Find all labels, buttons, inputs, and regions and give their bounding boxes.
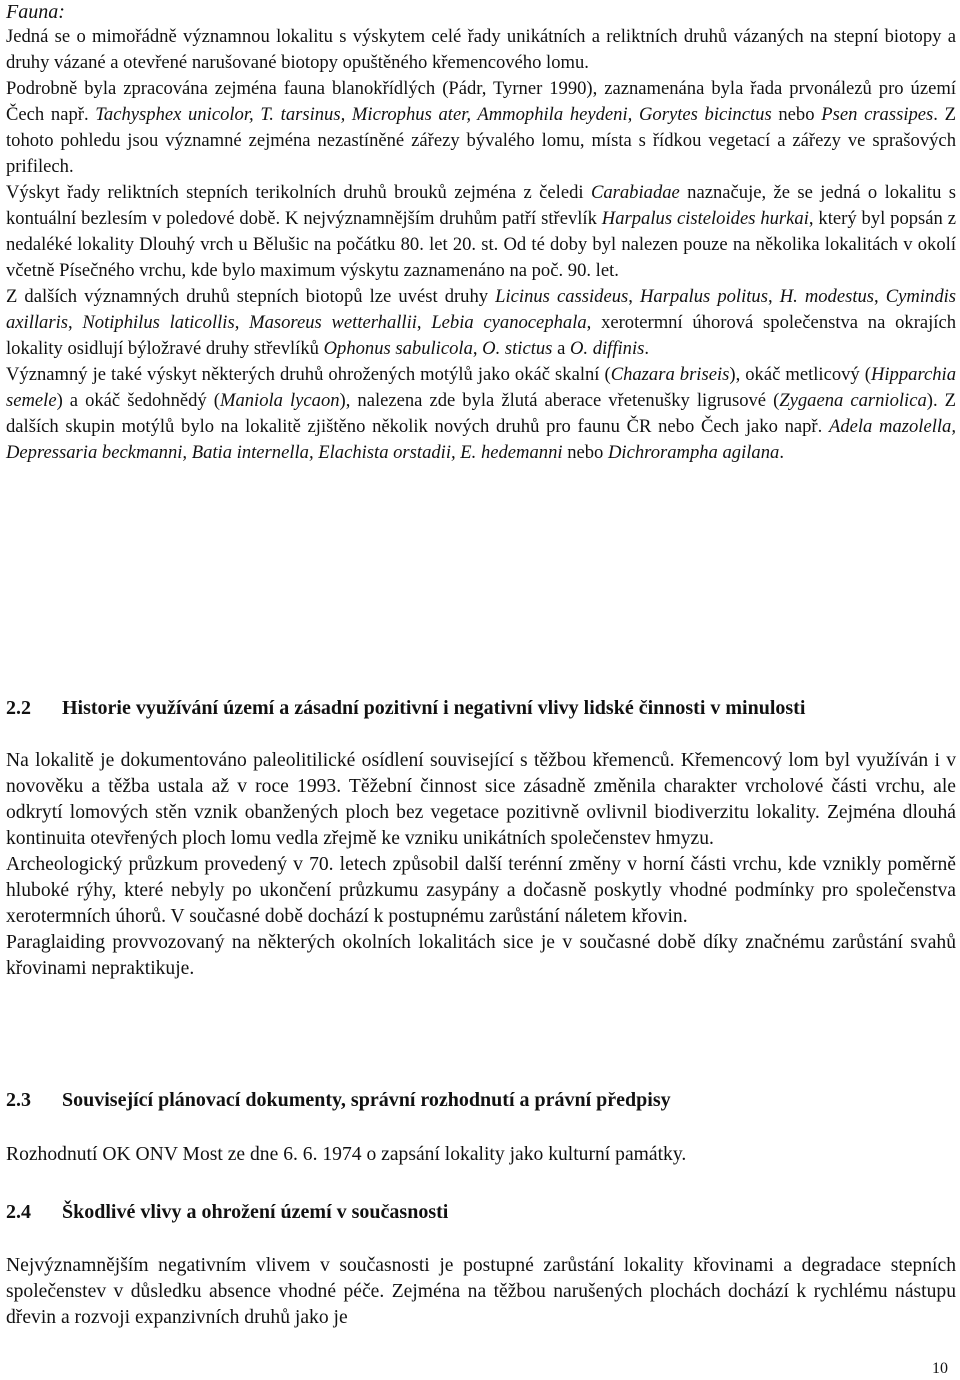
body-paragraph: Archeologický průzkum provedený v 70. letech způsobil další terénní změny v horní části vrchu, kde vznikly poměrně hluboké rýhy, které nebyly po ukončení průzkumu zasypány a dočasně poskytly vhodné podmínky pro společenstva xerotermních úhorů. V současné době dochází k postupnému zarůstání náletem křovin. [6, 854, 956, 927]
section-2-3-body [6, 1142, 956, 1168]
fauna-paragraph-3: Výskyt řady reliktních stepních terikolních druhů brouků zejména z čeledi Carabiadae naznačuje, že se jedná o lokalitu s kontuální bezlesím v poledové době. K nejvýznamnějším druhům patří střevlík Harpalus cisteloides hurkai, který byl popsán z nedaléké lokality Dlouhý vrch u Bělušic na počátku 80. let 20. st. Od té doby byl nalezen pouze na několika lokalitách v okolí včetně Písečného vrchu, kde bylo maximum výskytu zaznamenáno na poč. 90. let. [6, 182, 957, 281]
section-heading-2-4 [6, 1198, 956, 1226]
section-title: Škodlivé vlivy a ohrožení území v současnosti [62, 1201, 449, 1223]
fauna-label: Fauna: [6, 1, 65, 23]
body-paragraph: Na lokalitě je dokumentováno paleolitilické osídlení související s těžbou křemenců. Křemencový lom byl využíván i v novověku a těžba ustala až v roce 1993. Těžební činnost sice zásadně změnila charakter vrcholové části vrchu, ale odkrytí lomových stěn vznik obanžených ploch bez vegetace pozitivně ovlivnil biodiverzitu lokality. Zejména dlouhá kontinuita otevřených ploch lomu vedla zřejmě ke vzniku unikátních společenstev hmyzu. [6, 750, 956, 849]
section-heading-2-2 [6, 694, 956, 722]
section-heading-2-3 [6, 1086, 956, 1114]
body-paragraph: Paraglaiding provvozovaný na některých okolních lokalitách sice je v současné době díky značnému zarůstání svahů křovinami nepraktikuje. [6, 932, 956, 979]
body-paragraph: Nejvýznamnějším negativním vlivem v současnosti je postupné zarůstání lokality křovinami a degradace stepních společenstev v důsledku absence vhodné péče. Zejména na těžbou narušených plochách dochází k rychlému nástupu dřevin a rozvoji expanzivních druhů jako je [6, 1255, 956, 1328]
page-number: 10 [932, 1360, 948, 1377]
fauna-paragraph-2: Podrobně byla zpracována zejména fauna blanokřídlých (Pádr, Tyrner 1990), zaznamenána byla řada prvonálezů pro území Čech např. Tachysphex unicolor, T. tarsinus, Microphus ater, Ammophila heydeni, Gorytes bicinctus nebo Psen crassipes. Z tohoto pohledu jsou významné zejména nezastíněné zářezy bývalého lomu, místa s řídkou vegetací a zářezy ve sprašových prifilech. [6, 78, 956, 177]
fauna-paragraph-1: Jedná se o mimořádně významnou lokalitu s výskytem celé řady unikátních a reliktních druhů vázaných na stepní biotopy a druhy vázané a otevřené narušované biotopy opuštěného křemencového lomu. [6, 26, 956, 73]
fauna-paragraph-4: Z dalších významných druhů stepních biotopů lze uvést druhy Licinus cassideus, Harpalus politus, H. modestus, Cymindis axillaris, Notiphilus laticollis, Masoreus wetterhallii, Lebia cyanocephala, xerotermní úhorová společenstva na okrajích lokality osidlují býložravé druhy střevlíků Ophonus sabulicola, O. stictus a O. diffinis. [6, 286, 957, 359]
section-2-2-body [6, 748, 956, 982]
document-page [6, 0, 956, 1380]
section-title: Historie využívání území a zásadní pozitivní i negativní vlivy lidské činnosti v minulosti [62, 697, 806, 719]
section-number: 2.2 [6, 697, 31, 719]
fauna-section [6, 24, 956, 466]
section-title: Související plánovací dokumenty, správní rozhodnutí a právní předpisy [62, 1089, 671, 1111]
fauna-paragraph-5: Významný je také výskyt některých druhů ohrožených motýlů jako okáč skalní (Chazara briseis), okáč metlicový (Hipparchia semele) a okáč šedohnědý (Maniola lycaon), nalezena zde byla žlutá aberace vřetenušky ligrusové (Zygaena carniolica). Z dalších skupin motýlů bylo na lokalitě zjištěno několik nových druhů pro faunu ČR nebo Čech jako např. Adela mazolella, Depressaria beckmanni, Batia internella, Elachista orstadii, E. hedemanni nebo Dichrorampha agilana. [6, 364, 956, 463]
section-number: 2.3 [6, 1089, 31, 1111]
body-paragraph: Rozhodnutí OK ONV Most ze dne 6. 6. 1974 o zapsání lokality jako kulturní památky. [6, 1144, 687, 1165]
section-number: 2.4 [6, 1201, 31, 1223]
section-2-4-body [6, 1253, 956, 1331]
